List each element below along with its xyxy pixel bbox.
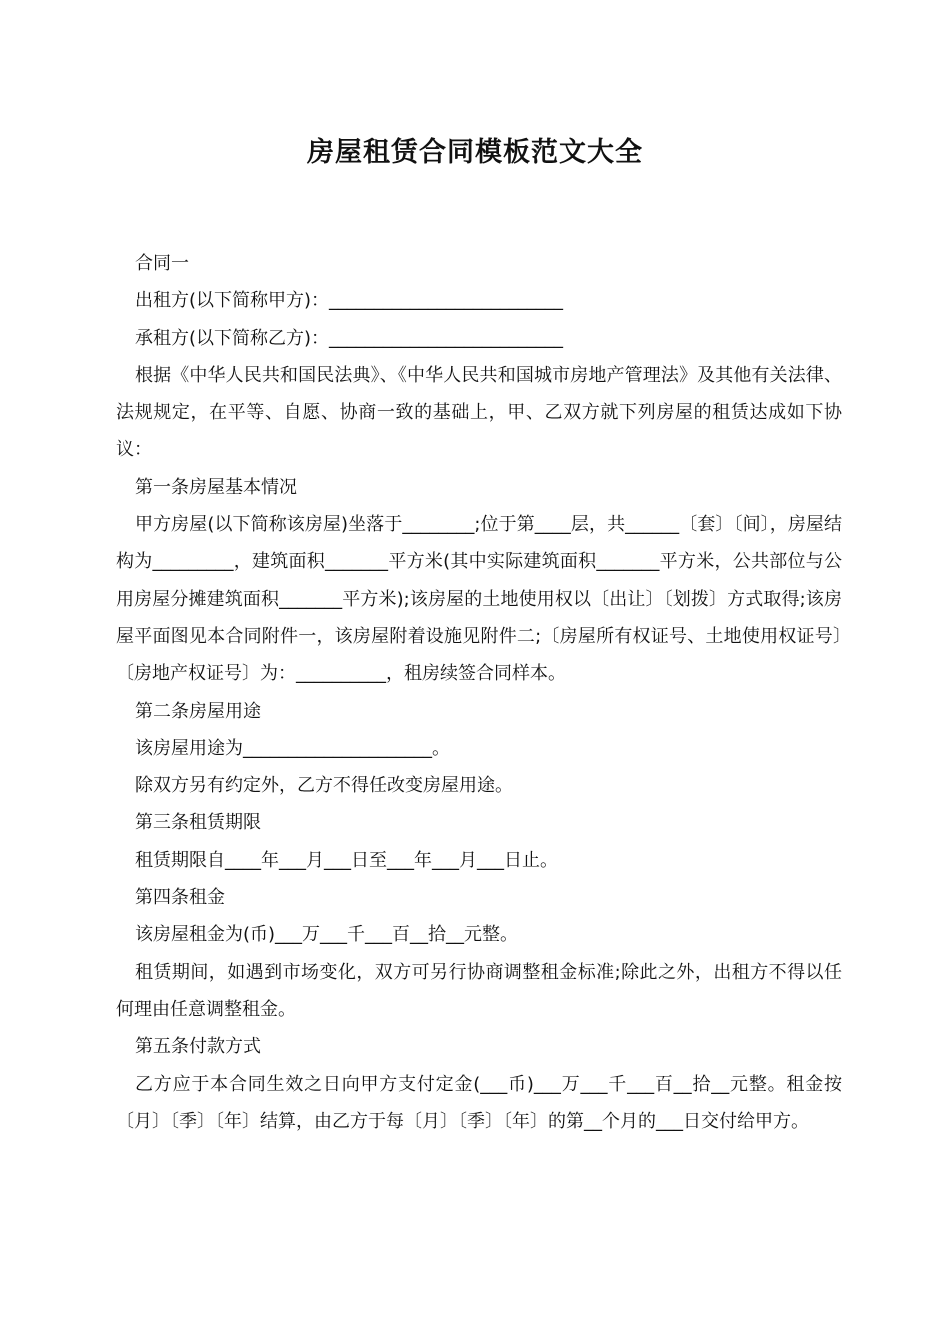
- document-body: [116, 245, 842, 1140]
- article-4-paragraph-1: 该房屋租金为(币)___万___千___百__拾__元整。: [135, 924, 519, 946]
- article-3-heading: 第三条租赁期限: [135, 812, 261, 834]
- article-1-paragraph: 甲方房屋(以下简称该房屋)坐落于________;位于第____层，共______〔套〕〔间〕，房屋结构为_________，建筑面积_______平方米(其中实际建筑面积_______平方米，公共部位与公用房屋分摊建筑面积_______平方米);该房屋的土地使用权以〔出让〕〔划拨〕方式取得;该房屋平面图见本合同附件一，该房屋附着设施见附件二;〔房屋所有权证号、土地使用权证号〕〔房地产权证号〕为：__________，租房续签合同样本。: [116, 514, 842, 685]
- article-5-heading: 第五条付款方式: [135, 1036, 261, 1058]
- preamble-paragraph: 根据《中华人民共和国民法典》、《中华人民共和国城市房地产管理法》及其他有关法律、法规规定，在平等、自愿、协商一致的基础上，甲、乙双方就下列房屋的租赁达成如下协议：: [116, 364, 842, 461]
- article-2-paragraph-2: 除双方另有约定外，乙方不得任改变房屋用途。: [135, 775, 513, 797]
- article-1-heading: 第一条房屋基本情况: [135, 476, 297, 498]
- document-title: 房屋租赁合同模板范文大全: [307, 137, 643, 168]
- lessor-line: 出租方(以下简称甲方)：__________________________: [135, 290, 564, 312]
- contract-heading: 合同一: [135, 253, 189, 274]
- article-2-heading: 第二条房屋用途: [135, 700, 261, 722]
- article-3-paragraph: 租赁期限自____年___月___日至___年___月___日止。: [135, 849, 558, 871]
- article-5-paragraph: 乙方应于本合同生效之日向甲方支付定金(___币)___万___千___百__拾__元整。租金按〔月〕〔季〕〔年〕结算，由乙方于每〔月〕〔季〕〔年〕的第__个月的___日交付给甲方。: [116, 1073, 842, 1132]
- lessee-line: 承租方(以下简称乙方)：__________________________: [135, 327, 564, 349]
- article-2-paragraph-1: 该房屋用途为_____________________。: [135, 737, 450, 759]
- article-4-heading: 第四条租金: [135, 887, 225, 909]
- article-4-paragraph-2: 租赁期间，如遇到市场变化，双方可另行协商调整租金标准;除此之外，出租方不得以任何理由任意调整租金。: [116, 961, 842, 1020]
